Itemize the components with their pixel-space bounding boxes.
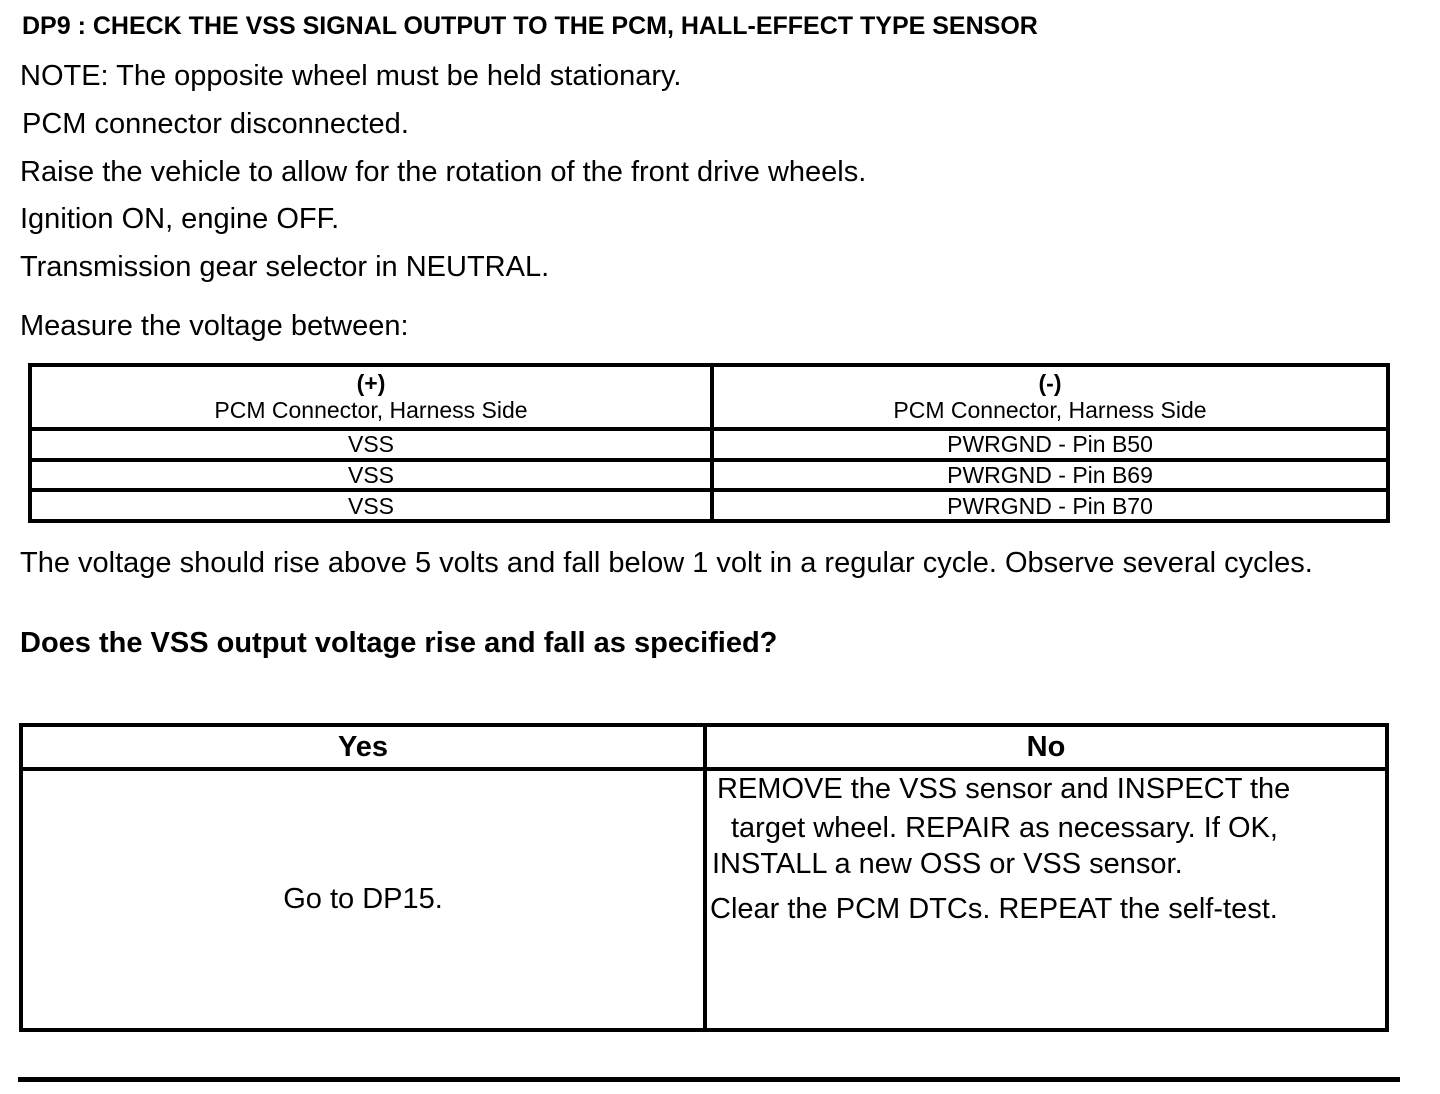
table-cell: VSS [32,427,710,458]
decision-question: Does the VSS output voltage rise and fall as specified? [20,627,778,659]
step-line: Ignition ON, engine OFF. [20,203,340,235]
negative-header-cell [710,367,1386,427]
positive-header-cell [32,367,710,427]
positive-header-label: PCM Connector, Harness Side [214,397,528,423]
yes-action-text: Go to DP15. [283,883,443,915]
negative-header-label: PCM Connector, Harness Side [893,397,1207,423]
note-line: NOTE: The opposite wheel must be held stationary. [20,60,682,92]
page-title: DP9 : CHECK THE VSS SIGNAL OUTPUT TO THE PCM, HALL-EFFECT TYPE SENSOR [22,12,1038,40]
no-action-line: Clear the PCM DTCs. REPEAT the self-test. [710,893,1278,925]
spec-paragraph: The voltage should rise above 5 volts and fall below 1 volt in a regular cycle. Observe several cycles. [20,547,1313,579]
table-cell: VSS [32,488,710,519]
table-cell: VSS [32,458,710,489]
step-line: PCM connector disconnected. [22,108,409,140]
step-line: Raise the vehicle to allow for the rotation of the front drive wheels. [20,156,867,188]
no-action-line: target wheel. REPAIR as necessary. If OK, [731,812,1278,844]
no-action-line: INSTALL a new OSS or VSS sensor. [712,848,1183,880]
positive-sign: (+) [356,370,386,396]
yes-header: Yes [338,730,388,763]
no-action-line: REMOVE the VSS sensor and INSPECT the [717,773,1291,805]
table-cell: PWRGND - Pin B70 [710,488,1386,519]
decision-table [19,723,1389,1032]
table-cell: PWRGND - Pin B50 [710,427,1386,458]
table-cell: PWRGND - Pin B69 [710,458,1386,489]
negative-sign: (-) [1038,370,1062,396]
measure-instruction: Measure the voltage between: [20,310,409,342]
no-action [703,767,1385,1028]
bottom-divider [18,1077,1400,1082]
step-line: Transmission gear selector in NEUTRAL. [20,251,550,283]
no-header: No [703,727,1385,767]
measurement-table [28,363,1390,523]
yes-action [23,767,703,1028]
